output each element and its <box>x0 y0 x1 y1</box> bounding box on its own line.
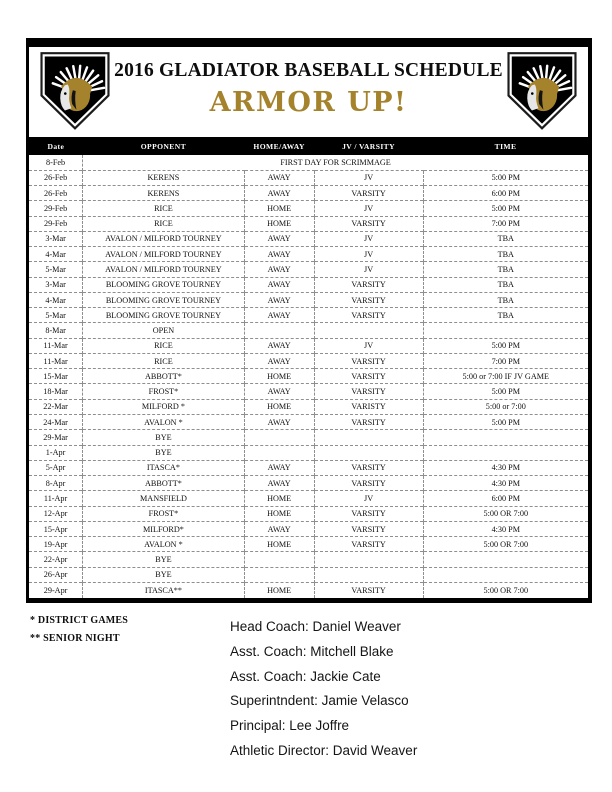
cell-jv-varsity: VARSITY <box>314 277 423 292</box>
cell-date: 11-Apr <box>29 491 83 506</box>
table-row <box>29 216 588 231</box>
cell-time: TBA <box>423 262 588 277</box>
cell-time: TBA <box>423 292 588 307</box>
cell-jv-varsity: VARSITY <box>314 369 423 384</box>
cell-opponent: RICE <box>83 216 245 231</box>
schedule-frame <box>26 38 592 603</box>
cell-date: 24-Mar <box>29 415 83 430</box>
cell-home-away: AWAY <box>244 521 314 536</box>
cell-home-away: AWAY <box>244 476 314 491</box>
cell-date: 4-Mar <box>29 292 83 307</box>
staff-list <box>230 615 417 764</box>
table-row <box>29 292 588 307</box>
table-row <box>29 369 588 384</box>
cell-date: 29-Apr <box>29 582 83 597</box>
cell-date: 5-Mar <box>29 308 83 323</box>
cell-home-away: AWAY <box>244 247 314 262</box>
cell-opponent: MILFORD* <box>83 521 245 536</box>
cell-jv-varsity: JV <box>314 338 423 353</box>
cell-time: TBA <box>423 277 588 292</box>
table-row <box>29 186 588 201</box>
cell-home-away: AWAY <box>244 415 314 430</box>
cell-home-away: AWAY <box>244 170 314 185</box>
cell-date: 8-Mar <box>29 323 83 338</box>
table-row <box>29 201 588 216</box>
cell-time: 5:00 PM <box>423 415 588 430</box>
cell-jv-varsity: VARSITY <box>314 506 423 521</box>
table-row <box>29 460 588 475</box>
cell-date: 8-Apr <box>29 476 83 491</box>
table-row <box>29 338 588 353</box>
cell-opponent: BLOOMING GROVE TOURNEY <box>83 308 245 323</box>
cell-opponent: AVALON / MILFORD TOURNEY <box>83 262 245 277</box>
table-row <box>29 430 588 445</box>
cell-opponent: BLOOMING GROVE TOURNEY <box>83 277 245 292</box>
cell-jv-varsity: JV <box>314 262 423 277</box>
cell-date: 5-Apr <box>29 460 83 475</box>
cell-date: 15-Mar <box>29 369 83 384</box>
cell-date: 3-Mar <box>29 231 83 246</box>
cell-home-away <box>244 567 314 582</box>
cell-time: 6:00 PM <box>423 491 588 506</box>
cell-jv-varsity: JV <box>314 201 423 216</box>
page-title: 2016 GLADIATOR BASEBALL SCHEDULE <box>114 60 503 81</box>
cell-opponent: RICE <box>83 201 245 216</box>
cell-jv-varsity: JV <box>314 170 423 185</box>
cell-note: FIRST DAY FOR SCRIMMAGE <box>83 155 588 170</box>
cell-opponent: MILFORD * <box>83 399 245 414</box>
col-header-home-away: HOME/AWAY <box>244 137 314 155</box>
cell-opponent: ITASCA* <box>83 460 245 475</box>
cell-home-away: HOME <box>244 491 314 506</box>
cell-home-away <box>244 445 314 460</box>
cell-opponent: AVALON * <box>83 415 245 430</box>
cell-date: 3-Mar <box>29 277 83 292</box>
cell-home-away: AWAY <box>244 277 314 292</box>
staff-line: Principal: Lee Joffre <box>230 718 350 734</box>
cell-opponent: FROST* <box>83 506 245 521</box>
masthead <box>29 47 588 137</box>
cell-home-away: AWAY <box>244 186 314 201</box>
cell-jv-varsity: VARSITY <box>314 537 423 552</box>
cell-jv-varsity: VARSITY <box>314 415 423 430</box>
cell-opponent: AVALON / MILFORD TOURNEY <box>83 247 245 262</box>
staff-line: Head Coach: Daniel Weaver <box>230 619 401 634</box>
cell-time: TBA <box>423 308 588 323</box>
cell-time <box>423 552 588 567</box>
cell-date: 12-Apr <box>29 506 83 521</box>
table-row <box>29 308 588 323</box>
cell-jv-varsity <box>314 323 423 338</box>
cell-home-away <box>244 552 314 567</box>
cell-jv-varsity: VARSITY <box>314 476 423 491</box>
cell-time: TBA <box>423 231 588 246</box>
cell-time <box>423 323 588 338</box>
gladiator-logo-icon <box>506 50 578 132</box>
col-header-time: TIME <box>423 137 588 155</box>
cell-time: 7:00 PM <box>423 353 588 368</box>
table-row <box>29 399 588 414</box>
legend-senior-night: ** SENIOR NIGHT <box>30 633 120 644</box>
cell-time: TBA <box>423 247 588 262</box>
cell-jv-varsity <box>314 445 423 460</box>
cell-opponent: BLOOMING GROVE TOURNEY <box>83 292 245 307</box>
cell-time: 5:00 or 7:00 <box>423 399 588 414</box>
cell-jv-varsity: JV <box>314 247 423 262</box>
cell-home-away: AWAY <box>244 384 314 399</box>
cell-home-away: HOME <box>244 506 314 521</box>
cell-opponent: KERENS <box>83 170 245 185</box>
cell-home-away: HOME <box>244 216 314 231</box>
table-header-row <box>29 137 588 155</box>
cell-opponent: FROST* <box>83 384 245 399</box>
cell-jv-varsity: VARSITY <box>314 353 423 368</box>
cell-time: 5:00 OR 7:00 <box>423 506 588 521</box>
table-row <box>29 445 588 460</box>
cell-jv-varsity: VARSITY <box>314 384 423 399</box>
cell-home-away: AWAY <box>244 308 314 323</box>
cell-opponent: RICE <box>83 353 245 368</box>
cell-date: 19-Apr <box>29 537 83 552</box>
cell-time: 5:00 PM <box>423 338 588 353</box>
cell-date: 22-Mar <box>29 399 83 414</box>
cell-home-away: AWAY <box>244 292 314 307</box>
staff-line: Asst. Coach: Mitchell Blake <box>230 643 394 659</box>
cell-home-away <box>244 430 314 445</box>
cell-opponent: AVALON * <box>83 537 245 552</box>
table-row <box>29 476 588 491</box>
cell-time: 4:30 PM <box>423 521 588 536</box>
table-row <box>29 582 588 597</box>
cell-jv-varsity: VARSITY <box>314 216 423 231</box>
cell-home-away: AWAY <box>244 460 314 475</box>
col-header-jv-varsity: JV / VARSITY <box>314 137 423 155</box>
cell-home-away: HOME <box>244 537 314 552</box>
staff-line: Athletic Director: David Weaver <box>230 742 418 758</box>
cell-time: 6:00 PM <box>423 186 588 201</box>
cell-date: 15-Apr <box>29 521 83 536</box>
cell-date: 29-Feb <box>29 216 83 231</box>
gladiator-logo-icon <box>39 50 111 132</box>
cell-opponent: ABBOTT* <box>83 369 245 384</box>
cell-time: 5:00 OR 7:00 <box>423 582 588 597</box>
legend-district-games: * DISTRICT GAMES <box>30 615 129 626</box>
cell-date: 11-Mar <box>29 353 83 368</box>
table-row <box>29 491 588 506</box>
table-row <box>29 537 588 552</box>
cell-home-away: HOME <box>244 201 314 216</box>
schedule-table <box>29 137 588 598</box>
cell-home-away: AWAY <box>244 338 314 353</box>
cell-time: 5:00 PM <box>423 384 588 399</box>
cell-opponent: RICE <box>83 338 245 353</box>
table-row <box>29 323 588 338</box>
cell-date: 29-Mar <box>29 430 83 445</box>
cell-jv-varsity: VARSITY <box>314 521 423 536</box>
cell-jv-varsity: VARSITY <box>314 308 423 323</box>
cell-opponent: BYE <box>83 445 245 460</box>
table-row <box>29 247 588 262</box>
col-header-opponent: OPPONENT <box>83 137 245 155</box>
cell-date: 26-Feb <box>29 186 83 201</box>
cell-time: 7:00 PM <box>423 216 588 231</box>
cell-home-away: AWAY <box>244 353 314 368</box>
cell-time: 5:00 PM <box>423 201 588 216</box>
table-row <box>29 262 588 277</box>
cell-time: 5:00 or 7:00 IF JV GAME <box>423 369 588 384</box>
col-header-date: Date <box>29 137 83 155</box>
cell-home-away: HOME <box>244 582 314 597</box>
table-row <box>29 506 588 521</box>
cell-opponent: KERENS <box>83 186 245 201</box>
table-row <box>29 277 588 292</box>
table-row <box>29 521 588 536</box>
cell-date: 4-Mar <box>29 247 83 262</box>
cell-time: 5:00 OR 7:00 <box>423 537 588 552</box>
cell-date: 5-Mar <box>29 262 83 277</box>
table-row <box>29 552 588 567</box>
table-row <box>29 155 588 170</box>
table-row <box>29 353 588 368</box>
cell-date: 8-Feb <box>46 157 66 167</box>
legend <box>30 612 128 648</box>
table-row <box>29 567 588 582</box>
cell-jv-varsity: JV <box>314 491 423 506</box>
cell-opponent: BYE <box>83 430 245 445</box>
cell-opponent: BYE <box>83 552 245 567</box>
cell-jv-varsity: VARSITY <box>314 460 423 475</box>
cell-date: 26-Feb <box>29 170 83 185</box>
staff-line: Superintndent: Jamie Velasco <box>230 693 409 709</box>
cell-time <box>423 445 588 460</box>
cell-opponent: AVALON / MILFORD TOURNEY <box>83 231 245 246</box>
cell-jv-varsity: VARSITY <box>314 582 423 597</box>
cell-date: 18-Mar <box>29 384 83 399</box>
cell-date: 1-Apr <box>29 445 83 460</box>
cell-home-away: AWAY <box>244 262 314 277</box>
cell-opponent: BYE <box>83 567 245 582</box>
table-row <box>29 415 588 430</box>
cell-time: 5:00 PM <box>423 170 588 185</box>
cell-jv-varsity: VARSITY <box>314 186 423 201</box>
cell-opponent: OPEN <box>83 323 245 338</box>
cell-time <box>423 430 588 445</box>
cell-home-away <box>244 323 314 338</box>
table-row <box>29 384 588 399</box>
table-row <box>29 231 588 246</box>
cell-date: 11-Mar <box>29 338 83 353</box>
cell-jv-varsity <box>314 552 423 567</box>
cell-time: 4:30 PM <box>423 476 588 491</box>
staff-line: Asst. Coach: Jackie Cate <box>230 668 381 684</box>
cell-jv-varsity <box>314 430 423 445</box>
cell-jv-varsity: VARISTY <box>314 399 423 414</box>
cell-opponent: ITASCA** <box>83 582 245 597</box>
page-subtitle: ARMOR UP! <box>209 87 408 118</box>
cell-date: 29-Feb <box>29 201 83 216</box>
table-row <box>29 170 588 185</box>
cell-time <box>423 567 588 582</box>
cell-jv-varsity: VARSITY <box>314 292 423 307</box>
cell-home-away: HOME <box>244 369 314 384</box>
cell-home-away: HOME <box>244 399 314 414</box>
cell-jv-varsity: JV <box>314 231 423 246</box>
cell-time: 4:30 PM <box>423 460 588 475</box>
cell-jv-varsity <box>314 567 423 582</box>
cell-opponent: MANSFIELD <box>83 491 245 506</box>
cell-opponent: ABBOTT* <box>83 476 245 491</box>
cell-home-away: AWAY <box>244 231 314 246</box>
cell-date: 22-Apr <box>29 552 83 567</box>
cell-date: 26-Apr <box>29 567 83 582</box>
